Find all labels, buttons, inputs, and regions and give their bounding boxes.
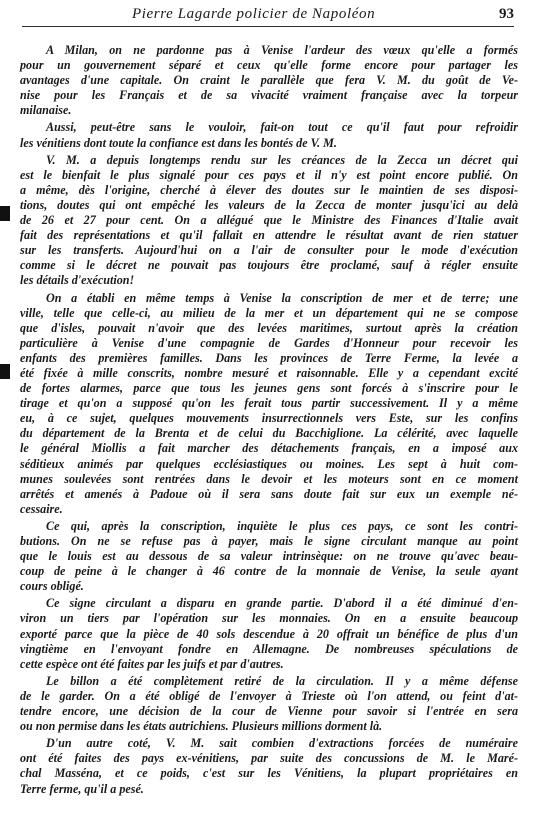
paragraph [20, 736, 518, 796]
text-line: a même, dès l'origine, cherché à élever des doutes sur le maintien de ses disposi- [20, 182, 518, 197]
text-line: été fixée à mille conscrits, nombre mesuré et raisonnable. Elle y a cependant excité [20, 365, 518, 380]
text-line: On a établi en même temps à Venise la conscription de mer et de terre; une [46, 290, 518, 305]
text-line: A Milan, on ne pardonne pas à Venise l'ardeur des vœux qu'elle a formés [46, 43, 518, 57]
text-line: munes soulevées sont rentrées dans le devoir et les moteurs sont en ce moment [20, 471, 518, 486]
text-line: exporté parce que la pièce de 40 sols descendue à 20 offrait un bénéfice de plus d'un [20, 626, 518, 641]
text-line: V. M. a depuis longtemps rendu sur les créances de la Zecca un décret qui [46, 152, 518, 167]
text-line: pour un gouvernement séparé et ceux qu'elle forme encore pour partager les [20, 58, 518, 73]
text-line: arrêtés et amenés à Padoue où il sera sans doute fait sur eux un exemple né- [20, 486, 518, 501]
text-line: cette espèce ont été faites par les juifs et par d'autres. [20, 656, 284, 671]
text-line: Le billon a été complètement retiré de la circulation. Il y a même défense [46, 673, 518, 688]
text-line: les détails d'exécution! [20, 273, 135, 288]
text-line: fait des représentations et qu'il fallait en attendre le résultat avant de rien statuer [20, 228, 518, 243]
text-line: D'un autre coté, V. M. sait combien d'extractions forcées de numéraire [46, 736, 518, 751]
text-line: Aussi, peut-être sans le vouloir, fait-on tout ce qu'il faut pour refroidir [46, 120, 518, 135]
text-line: que le louis est au dessous de sa valeur intrinsèque: on ne trouve qu'avec beau- [20, 549, 518, 564]
text-line: de fortes alarmes, parce que tous les jeunes gens sont forcés à s'inscrire pour le [20, 381, 518, 396]
text-line: vingtième en l'envoyant fondre en Allemagne. De nombreuses spéculations de [20, 641, 518, 656]
text-line: chal Masséna, et ce poids, c'est sur les Vénitiens, la plupart propriétaires en [20, 766, 518, 781]
text-line: milanaise. [20, 103, 72, 118]
text-line: de 26 et 27 pour cent. On a allégué que le Ministre des Finances d'Italie avait [20, 213, 518, 228]
text-line: enfants des premières familles. Dans les provinces de Terre Ferme, la levée a [20, 350, 518, 365]
paragraph [20, 674, 518, 734]
text-line: ville, telle que celle-ci, au milieu de la mer et un département qui ne se compose [20, 305, 518, 320]
text-line: sur les transferts. Aujourd'hui on a l'air de consulter pour le mode d'exécution [20, 243, 518, 258]
text-line: le général Miollis a fait marcher des détachements français, en a imposé aux [20, 441, 518, 456]
text-line: du département de la Brenta et de celui du Bacchiglione. La célérité, avec laquelle [20, 426, 518, 441]
paragraph [20, 120, 518, 150]
text-line: tions, doutes qui ont empêché les valeurs de la Zecca de monter jusqu'ici au delà [20, 197, 518, 212]
text-line: séditieux animés par quelques ecclésiastiques ou moines. Les sept à huit com- [20, 456, 518, 471]
text-line: ont été faites des pays ex-vénitiens, par suite des concussions de M. le Maré- [20, 751, 518, 766]
text-line: les vénitiens dont toute la confiance est dans les bontés de V. M. [20, 135, 337, 150]
text-line: avantages d'une capitale. On craint le parallèle que fera V. M. du goût de Ve- [20, 73, 518, 88]
text-line: ou non permise dans les états autrichiens. Plusieurs millions dorment là. [20, 719, 383, 734]
text-line: eu, à ce sujet, quelques mouvements insurrectionnels vers Este, sur les confins [20, 411, 518, 426]
text-line: nise pour les Français et de sa vivacité vraiment française avec la torpeur [20, 88, 518, 103]
page-header [22, 6, 514, 27]
paragraph [20, 596, 518, 671]
paragraph [20, 153, 518, 289]
text-line: de le garder. On a été obligé de l'envoyer à Trieste où l'on attend, ou feint d'at- [20, 688, 518, 703]
text-line: tendre encore, une décision de la cour de Vienne pour savoir si l'entrée en sera [20, 704, 518, 719]
paragraph [20, 519, 518, 594]
text-line: Ce qui, après la conscription, inquiète le plus ces pays, ce sont les contri- [46, 518, 518, 533]
text-line: cessaire. [20, 501, 63, 516]
text-line: tirage et qu'on a supposé qu'on les ferait tous partir successivement. Il y a même [20, 396, 518, 411]
paragraph [20, 291, 518, 517]
page-number: 93 [499, 6, 514, 22]
running-head: Pierre Lagarde policier de Napoléon [132, 6, 376, 22]
text-line: coup de peine à le changer à 46 contre de la monnaie de Venise, la seule ayant [20, 564, 518, 579]
text-line: viron un tiers par l'opération sur les monnaies. On en a ensuite beaucoup [20, 611, 518, 626]
text-line: cours obligé. [20, 579, 84, 594]
text-line: comme si le décret ne pouvait pas toujours être proclamé, sauf à régler ensuite [20, 258, 518, 273]
margin-marker [0, 364, 10, 379]
text-line: butions. On ne se refuse pas à payer, mais le signe circulant manque au point [20, 534, 518, 548]
text-line: Terre ferme, qu'il a pesé. [20, 781, 144, 796]
paragraph [20, 43, 518, 118]
text-line: Ce signe circulant a disparu en grande partie. D'abord il a été diminué d'en- [46, 596, 518, 611]
body-text [20, 43, 518, 799]
text-line: particulière à Venise d'une compagnie de Gardes d'Honneur pour recevoir les [20, 335, 518, 350]
text-line: que d'isles, pouvait n'avoir que des levées maritimes, surtout après la création [20, 320, 518, 335]
text-line: est le bienfait le plus signalé pour ces pays et il n'y est point encore publié. On [20, 167, 518, 182]
margin-marker [0, 206, 10, 221]
